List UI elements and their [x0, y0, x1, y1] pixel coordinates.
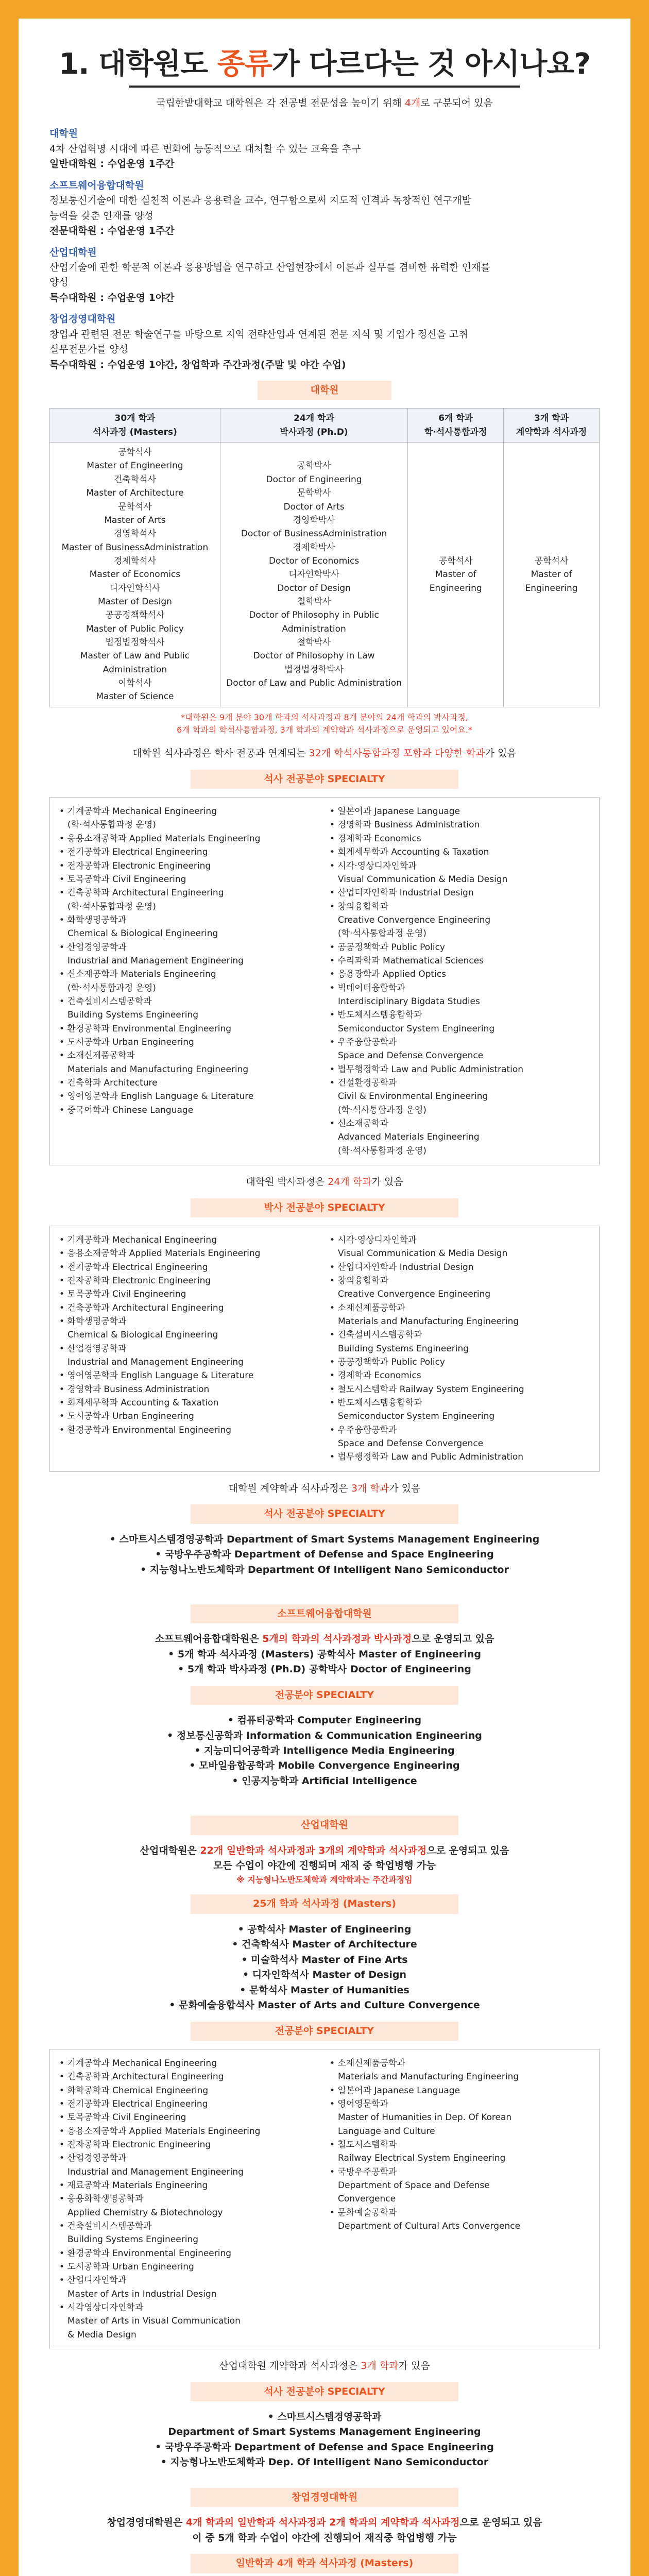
s1-major-item: • 토목공학과 Civil Engineering	[59, 874, 186, 885]
school-desc-line: 4차 산업혁명 시대에 따른 변화에 능동적으로 대처할 수 있는 교육을 추구	[49, 143, 361, 155]
phd-degree-item: 법정법정학박사	[284, 664, 344, 675]
s2-major-item: • 토목공학과 Civil Engineering	[59, 1289, 186, 1300]
ind-major-item: Applied Chemistry & Biotechnology	[67, 2207, 223, 2218]
s2-major-item: Visual Communication & Media Design	[338, 1248, 508, 1259]
phd-degree-item: 디자인학박사	[288, 569, 339, 580]
sw-list	[49, 1713, 600, 1789]
intro-text: 국립한밭대학교 대학원은 각 전공별 전문성을 높이기 위해 4개로 구분되어 있음	[156, 97, 493, 109]
s2-right-list	[330, 1233, 590, 1464]
school-desc-line: 산업기술에 관한 학문적 이론과 응용방법을 연구하고 산업현장에서 이론과 실무를 겸비한 유력한 인재를	[49, 261, 490, 273]
masters-degree-item: 건축학석사	[113, 474, 156, 485]
ind3-intro: 산업대학원 계약학과 석사과정은 3개 학과가 있음	[219, 2360, 430, 2372]
sw-heading: 소프트웨어융합대학원	[191, 1604, 458, 1623]
ind-major-item: • 기계공학과 Mechanical Engineering	[59, 2058, 217, 2069]
sw-major-item: • 인공지능학과 Artificial Intelligence	[232, 1775, 417, 1787]
s1-major-item: • 경영학과 Business Administration	[330, 820, 480, 831]
ind-major-item: Master of Arts in Industrial Design	[67, 2289, 217, 2299]
sw-major-item: • 모바일융합공학과 Mobile Convergence Engineering	[189, 1760, 460, 1772]
s1-major-item: • 빅데이터융합학과	[330, 982, 405, 993]
table-col-masters	[50, 443, 220, 707]
masters-degree-item: 경제학석사	[113, 555, 156, 566]
s2-major-item: • 소재신제품공학과	[330, 1302, 405, 1313]
ind-degree-item: • 문화예술융합석사 Master of Arts and Culture Convergence	[169, 1999, 480, 2011]
phd-degree-item: 공학박사	[297, 461, 331, 471]
ind-major-item: Convergence	[338, 2194, 396, 2205]
phd-degree-item: Doctor of Engineering	[266, 474, 362, 485]
ind-major-item: • 환경공학과 Environmental Engineering	[59, 2248, 232, 2259]
table-col-integrated	[408, 443, 504, 707]
s1-major-item: Space and Defense Convergence	[338, 1050, 484, 1061]
school-desc-line: 특수대학원 : 수업운영 1야간, 창업학과 주간과정(주말 및 야간 수업)	[49, 359, 346, 370]
ind-major-item: Building Systems Engineering	[67, 2234, 199, 2245]
table-header: 30개 학과 석사과정 (Masters)	[50, 409, 220, 443]
sw-major-item: • 지능미디어공학과 Intelligence Media Engineering	[194, 1745, 455, 1757]
masters-degree-item: 공학석사	[118, 447, 152, 458]
degree-table	[49, 408, 600, 707]
masters-degree-item: Master of Law and Public Administration	[80, 651, 190, 675]
school-desc-line: 특수대학원 : 수업운영 1야간	[49, 292, 175, 303]
s1-major-item: (학·석사통합과정 운영)	[338, 1105, 426, 1115]
sw-degree-2: • 5개 학과 박사과정 (Ph.D) 공학박사 Doctor of Engineering	[178, 1664, 471, 1675]
s2-major-item: • 공공정책학과 Public Policy	[330, 1357, 445, 1368]
s1-major-item: • 전자공학과 Electronic Engineering	[59, 860, 211, 871]
masters-degree-item: Master of Architecture	[86, 488, 184, 499]
title-area	[19, 41, 630, 88]
s2-intro: 대학원 박사과정은 24개 학과가 있음	[246, 1176, 403, 1188]
s2-pill: 박사 전공분야 SPECIALTY	[191, 1198, 458, 1217]
s1-major-item: Chemical & Biological Engineering	[67, 928, 218, 939]
s2-major-item: • 건축설비시스템공학과	[330, 1330, 422, 1341]
s1-right-list	[330, 805, 590, 1158]
s2-major-item: • 전자공학과 Electronic Engineering	[59, 1275, 211, 1286]
s1-major-item: (학·석사통합과정 운영)	[67, 901, 156, 912]
ind-major-item: Department of Cultural Arts Convergence	[338, 2221, 521, 2232]
s2-box	[49, 1226, 600, 1472]
biz-intro: 창업경영대학원은 4개 학과의 일반학과 석사과정과 2개 학과의 계약학과 석사과정으로 운영되고 있음	[107, 2517, 542, 2529]
s2-left-list	[59, 1233, 319, 1464]
ind-major-item: Department of Space and Defense	[338, 2180, 490, 2191]
school-desc-line: 실무전문가를 양성	[49, 344, 128, 355]
s2-major-item: • 환경공학과 Environmental Engineering	[59, 1425, 232, 1435]
s1-major-item: Materials and Manufacturing Engineering	[67, 1064, 249, 1075]
s1-major-item: • 건설환경공학과	[330, 1078, 397, 1088]
s1-major-item: • 소재신제품공학과	[59, 1050, 135, 1061]
ind-major-item: • 건축공학과 Architectural Engineering	[59, 2072, 224, 2082]
s2-major-item: Chemical & Biological Engineering	[67, 1330, 218, 1341]
s2-major-item: Semiconductor System Engineering	[338, 1411, 495, 1422]
ind-major-item: • 문화예술공학과	[330, 2207, 397, 2218]
s1-major-item: • 건축설비시스템공학과	[59, 996, 152, 1007]
sw-major-item: • 정보통신공학과 Information & Communication Engineering	[167, 1730, 482, 1741]
s2-major-item: • 반도체시스템융합학과	[330, 1398, 422, 1409]
ind-major-item: Language and Culture	[338, 2126, 435, 2137]
s2-major-item: • 경영학과 Business Administration	[59, 1384, 210, 1395]
s1-major-item: • 법무행정학과 Law and Public Administration	[330, 1064, 524, 1075]
s1-major-item: • 화학생명공학과	[59, 914, 127, 925]
s2-major-item: • 경제학과 Economics	[330, 1370, 421, 1381]
phd-degree-item: Doctor of Philosophy in Law	[253, 651, 375, 662]
s1-major-item: • 전기공학과 Electrical Engineering	[59, 847, 208, 858]
s1-major-item: • 경제학과 Economics	[330, 833, 421, 844]
ind-degree-item: • 공학석사 Master of Engineering	[237, 1923, 412, 1935]
s3-list	[49, 1532, 600, 1578]
masters-degree-item: Master of Engineering	[87, 461, 183, 471]
ind-major-item: • 시각영상디자인학과	[59, 2302, 144, 2313]
ind-major-item: • 산업디자인학과	[59, 2275, 127, 2286]
ind-degree-item: • 디자인학석사 Master of Design	[242, 1969, 407, 1981]
s1-intro: 대학원 석사과정은 학사 전공과 연계되는 32개 학석사통합과정 포함과 다양한 학과가 있음	[132, 748, 517, 759]
sw-intro: 소프트웨어융합대학원은 5개의 학과의 석사과정과 박사과정으로 운영되고 있음	[155, 1633, 494, 1645]
s1-major-item: • 응용광학과 Applied Optics	[330, 969, 447, 980]
biz-intro-2: 이 중 5개 학과 수업이 야간에 진행되어 재직중 학업병행 가능	[192, 2532, 457, 2544]
school-name: 창업경영대학원	[49, 313, 116, 325]
school-desc-line: 창업과 관련된 전문 학술연구를 바탕으로 지역 전략산업과 연계된 전문 지식 및 기업가 정신을 고취	[49, 328, 468, 340]
s2-major-item: • 도시공학과 Urban Engineering	[59, 1411, 194, 1422]
ind-major-item: • 응용화학생명공학과	[59, 2194, 144, 2205]
ind-left-list	[59, 2057, 319, 2342]
ind-major-item: • 국방우주공학과	[330, 2166, 397, 2177]
masters-degree-item: Master of Public Policy	[86, 623, 184, 634]
masters-degree-item: 경영학석사	[113, 529, 156, 539]
ind-major-item: • 화학공학과 Chemical Engineering	[59, 2085, 209, 2096]
school-desc-line: 전문대학원 : 수업운영 1주간	[49, 225, 175, 237]
ind-major-item: Master of Arts in Visual Communication	[67, 2316, 241, 2327]
ind3-major-item: • 지능형나노반도체학과 Dep. Of Intelligent Nano Semiconductor	[160, 2456, 489, 2468]
ind-degree-list	[49, 1922, 600, 2013]
contract-degree-item: Master of Engineering	[525, 569, 578, 594]
s2-major-item: Industrial and Management Engineering	[67, 1357, 244, 1368]
ind-box	[49, 2049, 600, 2349]
page-title: 1. 대학원도 종류가 다르다는 것 아시나요?	[59, 47, 590, 81]
phd-degree-item: 철학박사	[297, 637, 331, 648]
ind-major-item: • 일본어과 Japanese Language	[330, 2085, 460, 2096]
s2-major-item: • 기계공학과 Mechanical Engineering	[59, 1234, 217, 1245]
s2-major-item: • 법무행정학과 Law and Public Administration	[330, 1452, 524, 1463]
ind-major-item: • 도시공학과 Urban Engineering	[59, 2262, 194, 2273]
s1-major-item: • 수리과학과 Mathematical Sciences	[330, 955, 484, 966]
s1-major-item: • 신소재공학과	[330, 1118, 388, 1129]
masters-degree-item: Master of Arts	[104, 515, 166, 526]
s1-major-item: • 시각·영상디자인학과	[330, 860, 417, 871]
s3-pill: 석사 전공분야 SPECIALTY	[191, 1504, 458, 1523]
table-col-contract	[504, 443, 600, 707]
ind-major-item: Master of Humanities in Dep. Of Korean	[338, 2112, 512, 2123]
s2-major-item: • 시각·영상디자인학과	[330, 1234, 417, 1245]
ind-intro: 산업대학원은 22개 일반학과 석사과정과 3개의 계약학과 석사과정으로 운영되고 있음	[140, 1844, 509, 1856]
ind-major-item: • 응용소재공학과 Applied Materials Engineering	[59, 2126, 261, 2137]
s2-major-item: • 건축공학과 Architectural Engineering	[59, 1302, 224, 1313]
s1-major-item: • 공공정책학과 Public Policy	[330, 942, 445, 953]
s1-major-item: (학·석사통합과정 운영)	[67, 982, 156, 993]
school-desc-line: 정보통신기술에 대한 실천적 이론과 응용력을 교수, 연구함으로써 지도적 인격과 독창적인 연구개발	[49, 195, 471, 207]
s2-major-item: • 철도시스템학과 Railway System Engineering	[330, 1384, 524, 1395]
integrated-degree-item: 공학석사	[438, 555, 473, 566]
ind-major-item: • 재료공학과 Materials Engineering	[59, 2180, 208, 2191]
ind-heading: 산업대학원	[191, 1816, 458, 1835]
s1-major-item: • 우주융합공학과	[330, 1037, 397, 1047]
s1-major-item: • 환경공학과 Environmental Engineering	[59, 1023, 232, 1034]
s1-major-item: Building Systems Engineering	[67, 1010, 199, 1021]
s2-major-item: • 회계세무학과 Accounting & Taxation	[59, 1398, 219, 1409]
s2-major-item: • 전기공학과 Electrical Engineering	[59, 1262, 208, 1273]
title-underline	[129, 86, 520, 88]
phd-degree-item: Doctor of BusinessAdministration	[241, 529, 387, 539]
document-sheet	[19, 19, 630, 2576]
s2-major-item: • 응용소재공학과 Applied Materials Engineering	[59, 1248, 261, 1259]
phd-degree-item: Doctor of Arts	[283, 501, 345, 512]
s1-major-item: • 반도체시스템융합학과	[330, 1010, 422, 1021]
phd-degree-item: Doctor of Law and Public Administration	[226, 677, 402, 688]
phd-degree-item: Doctor of Philosophy in Public Administration	[249, 610, 379, 634]
ind-major-item: Railway Electrical System Engineering	[338, 2153, 506, 2164]
school-name: 산업대학원	[49, 246, 97, 258]
s1-major-item: • 응용소재공학과 Applied Materials Engineering	[59, 833, 261, 844]
sw-pill: 전공분야 SPECIALTY	[191, 1686, 458, 1705]
sw-major-item: • 컴퓨터공학과 Computer Engineering	[227, 1715, 422, 1726]
s3-major-item: • 스마트시스템경영공학과 Department of Smart Systems Management Engineering	[109, 1533, 540, 1545]
s1-major-item: (학·석사통합과정 운영)	[338, 1145, 426, 1156]
table-header: 3개 학과 계약학과 석사과정	[504, 409, 600, 443]
s1-major-item: • 산업경영공학과	[59, 942, 127, 953]
masters-degree-item: 문학석사	[118, 501, 152, 512]
ind-major-item: • 토목공학과 Civil Engineering	[59, 2112, 186, 2123]
s2-major-item: • 영어영문학과 English Language & Literature	[59, 1370, 254, 1381]
s1-box	[49, 797, 600, 1165]
ind-note: ※ 지능형나노반도체학과 계약학과는 주간과정임	[236, 1874, 413, 1885]
biz-heading: 창업경영대학원	[191, 2488, 458, 2507]
school-desc-line: 양성	[49, 277, 69, 289]
s3-intro: 대학원 계약학과 석사과정은 3개 학과가 있음	[228, 1482, 421, 1494]
masters-degree-item: 디자인학석사	[109, 583, 161, 594]
s1-major-item: Advanced Materials Engineering	[338, 1132, 480, 1143]
table-note-1: *대학원은 9개 분야 30개 학과의 석사과정과 8개 분야의 24개 학과의 박사과정,	[181, 712, 468, 722]
s2-major-item: • 우주융합공학과	[330, 1425, 397, 1435]
ind3-major-item: • 국방우주공학과 Department of Defense and Space Engineering	[155, 2441, 494, 2453]
school-desc-line: 능력을 갖춘 인재를 양성	[49, 210, 153, 222]
s2-major-item: • 화학생명공학과	[59, 1316, 127, 1327]
ind-degree-item: • 문학석사 Master of Humanities	[240, 1984, 409, 1996]
sw-degree-1: • 5개 학과 석사과정 (Masters) 공학석사 Master of Engineering	[168, 1648, 481, 1660]
s2-major-item: Materials and Manufacturing Engineering	[338, 1316, 519, 1327]
school-list	[49, 126, 600, 372]
table-header: 6개 학과 학·석사통합과정	[408, 409, 504, 443]
integrated-degree-item: Master of Engineering	[429, 569, 482, 594]
content	[49, 96, 600, 2576]
phd-degree-item: Doctor of Design	[277, 583, 351, 594]
s2-major-item: • 산업디자인학과 Industrial Design	[330, 1262, 474, 1273]
ind-major-item: • 전자공학과 Electronic Engineering	[59, 2140, 211, 2150]
school-name: 대학원	[49, 128, 78, 140]
masters-degree-item: Master of BusinessAdministration	[61, 542, 209, 553]
s1-major-item: • 도시공학과 Urban Engineering	[59, 1037, 194, 1047]
s2-major-item: Space and Defense Convergence	[338, 1438, 484, 1449]
phd-degree-item: 경영학박사	[293, 515, 335, 526]
phd-degree-item: 문학박사	[297, 488, 331, 499]
phd-degree-item: Doctor of Economics	[268, 555, 360, 566]
masters-degree-item: Master of Design	[97, 596, 172, 607]
s1-major-item: Civil & Environmental Engineering	[338, 1091, 488, 1102]
s1-major-item: • 회계세무학과 Accounting & Taxation	[330, 847, 489, 858]
masters-degree-item: 이학석사	[118, 677, 152, 688]
s2-major-item: Building Systems Engineering	[338, 1343, 469, 1354]
s1-left-list	[59, 805, 319, 1158]
s1-pill: 석사 전공분야 SPECIALTY	[191, 770, 458, 789]
ind-major-item: & Media Design	[67, 2329, 136, 2340]
s1-major-item: Semiconductor System Engineering	[338, 1023, 495, 1034]
s1-major-item: • 영어영문학과 English Language & Literature	[59, 1091, 254, 1102]
s1-major-item: (학·석사통합과정 운영)	[338, 928, 426, 939]
s1-major-item: • 건축공학과 Architectural Engineering	[59, 888, 224, 899]
s1-major-item: Industrial and Management Engineering	[67, 955, 244, 966]
s1-major-item: • 중국어학과 Chinese Language	[59, 1105, 194, 1115]
masters-degree-item: 공공정책학석사	[105, 610, 165, 621]
ind-major-item: • 영어영문학과	[330, 2098, 388, 2109]
ind-major-item: • 소재신제품공학과	[330, 2058, 405, 2069]
ind3-major-item: • 스마트시스템경영공학과	[267, 2411, 382, 2423]
s2-major-item: • 창의융합학과	[330, 1275, 388, 1286]
ind-right-list	[330, 2057, 590, 2342]
ind-major-item: • 철도시스템학과	[330, 2140, 397, 2150]
s2-major-item: Creative Convergence Engineering	[338, 1289, 491, 1300]
s1-major-item: Interdisciplinary Bigdata Studies	[338, 996, 480, 1007]
s1-major-item: (학·석사통합과정 운영)	[67, 820, 156, 831]
s1-major-item: Creative Convergence Engineering	[338, 914, 491, 925]
table-header: 24개 학과 박사과정 (Ph.D)	[220, 409, 407, 443]
phd-degree-item: 경제학박사	[293, 542, 335, 553]
ind3-list	[49, 2410, 600, 2470]
ind-degree-item: • 미술학석사 Master of Fine Arts	[241, 1954, 408, 1965]
s1-major-item: • 건축학과 Architecture	[59, 1078, 158, 1088]
school-name: 소프트웨어융합대학원	[49, 179, 144, 191]
ind-pill-2: 전공분야 SPECIALTY	[191, 2022, 458, 2041]
s1-major-item: • 산업디자인학과 Industrial Design	[330, 888, 474, 899]
s1-major-item: • 신소재공학과 Materials Engineering	[59, 969, 216, 980]
ind-major-item: • 전기공학과 Electrical Engineering	[59, 2098, 208, 2109]
phd-degree-item: 철학박사	[297, 596, 331, 607]
s3-major-item: • 지능형나노반도체학과 Department Of Intelligent Nano Semiconductor	[140, 1564, 509, 1575]
table-col-phd	[220, 443, 407, 707]
ind-major-item: Materials and Manufacturing Engineering	[338, 2072, 519, 2082]
s1-major-item: • 기계공학과 Mechanical Engineering	[59, 806, 217, 817]
ind3-major-item: Department of Smart Systems Management Engineering	[168, 2426, 481, 2438]
ind-pill: 25개 학과 석사과정 (Masters)	[191, 1894, 458, 1913]
ind-major-item: Industrial and Management Engineering	[67, 2166, 244, 2177]
s1-major-item: • 일본어과 Japanese Language	[330, 806, 460, 817]
s2-major-item: • 산업경영공학과	[59, 1343, 127, 1354]
contract-degree-item: 공학석사	[534, 555, 569, 566]
ind-major-item: • 건축설비시스템공학과	[59, 2221, 152, 2232]
ind-major-item: • 산업경영공학과	[59, 2153, 127, 2164]
ind-intro-2: 모든 수업이 야간에 진행되며 재직 중 학업병행 가능	[213, 1860, 436, 1872]
s1-major-item: Visual Communication & Media Design	[338, 874, 508, 885]
s1-major-item: • 창의융합학과	[330, 901, 388, 912]
table-note-2: 6개 학과의 학석사통합과정, 3개 학과의 계약학과 석사과정으로 운영되고 있어요.*	[177, 725, 472, 735]
ind-degree-item: • 건축학석사 Master of Architecture	[232, 1939, 417, 1951]
masters-degree-item: 법정법정학석사	[105, 637, 165, 648]
ind3-pill: 석사 전공분야 SPECIALTY	[191, 2382, 458, 2401]
s3-major-item: • 국방우주공학과 Department of Defense and Space Engineering	[155, 1549, 494, 1561]
table-caption: 대학원	[258, 381, 391, 400]
masters-degree-item: Master of Economics	[89, 569, 181, 580]
school-desc-line: 일반대학원 : 수업운영 1주간	[49, 158, 175, 170]
masters-degree-item: Master of Science	[96, 691, 174, 702]
biz-sub1: 일반학과 4개 학과 석사과정 (Masters)	[191, 2554, 458, 2573]
